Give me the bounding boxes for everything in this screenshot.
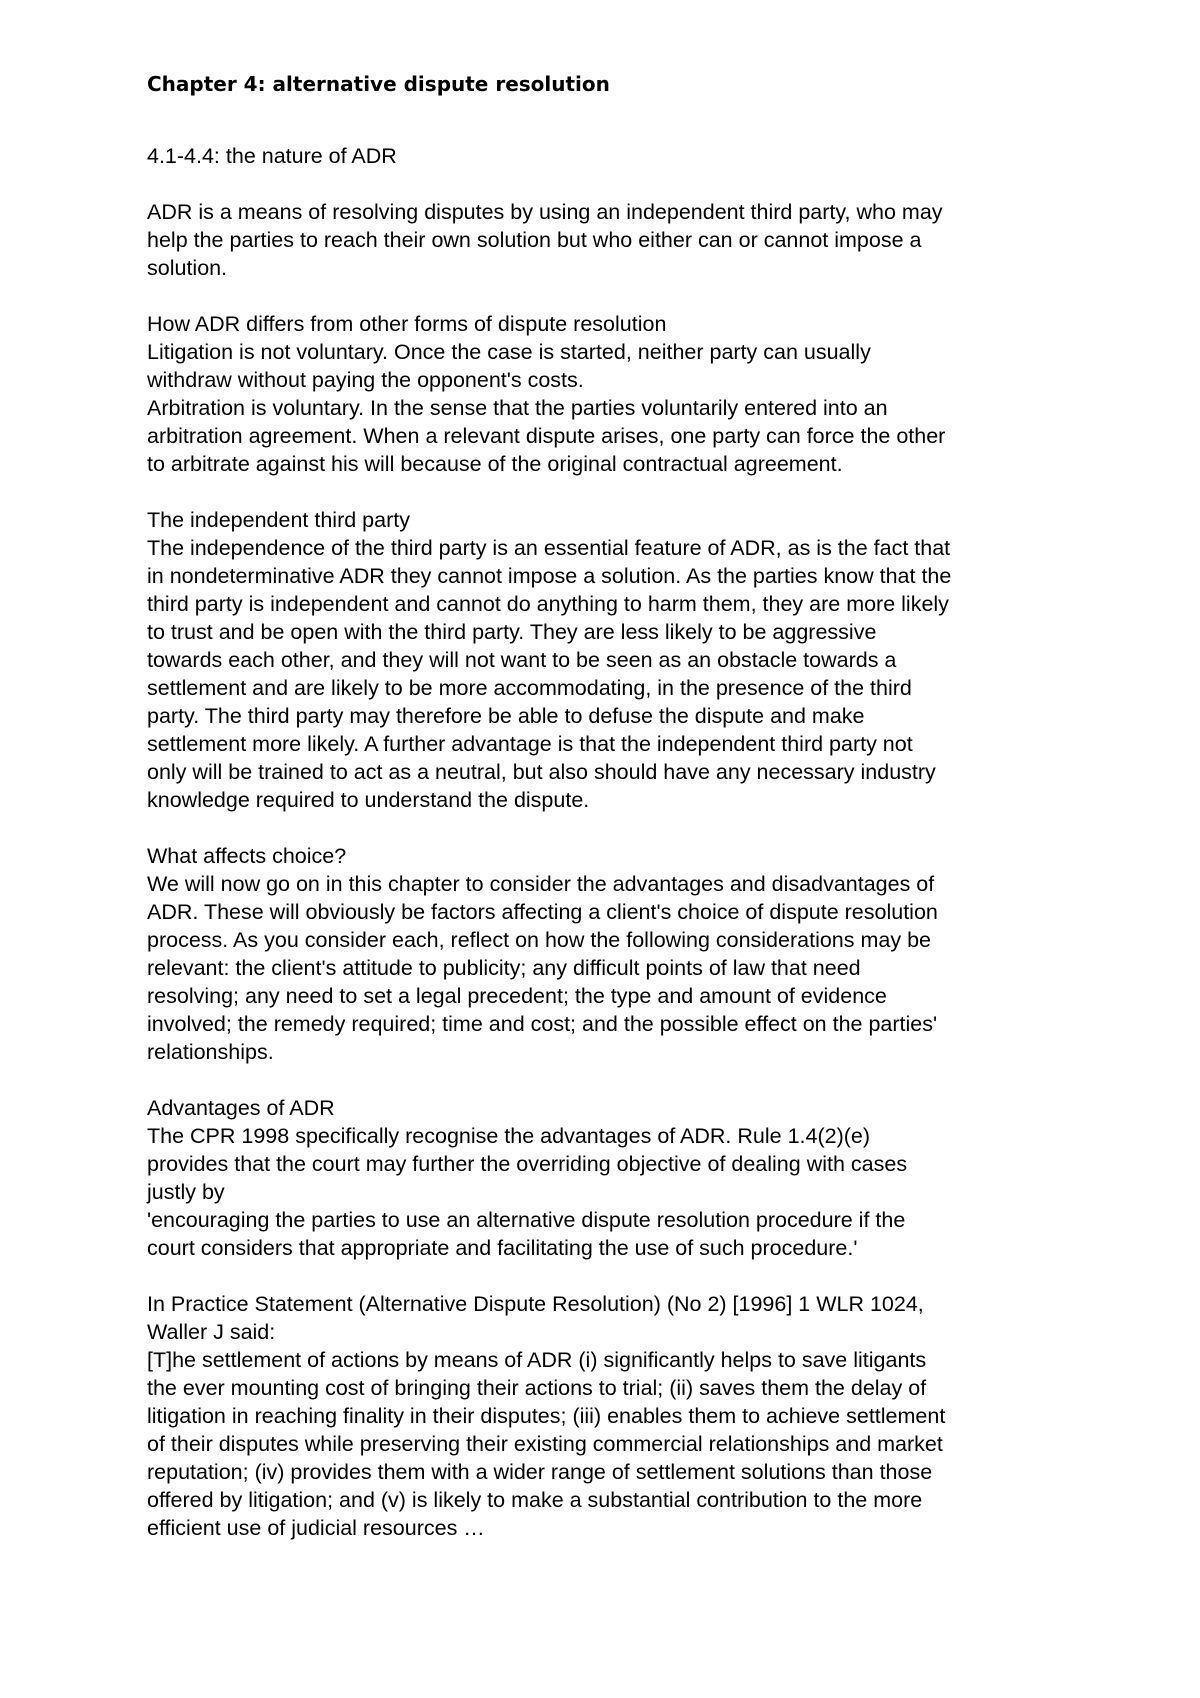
text-line: The CPR 1998 specifically recognise the advantages of ADR. Rule 1.4(2)(e) (147, 1124, 871, 1148)
text-line: arbitration agreement. When a relevant dispute arises, one party can force the other (147, 424, 946, 448)
text-line: only will be trained to act as a neutral, but also should have any necessary industry (147, 760, 936, 784)
text-line: to trust and be open with the third party. They are less likely to be aggressive (147, 620, 877, 644)
text-line: We will now go on in this chapter to consider the advantages and disadvantages of (147, 872, 935, 896)
text-line: relationships. (147, 1040, 274, 1064)
text-line: settlement more likely. A further advantage is that the independent third party not (147, 732, 913, 756)
text-line: knowledge required to understand the dispute. (147, 788, 590, 812)
text-line: 4.1-4.4: the nature of ADR (147, 144, 397, 168)
text-line: Advantages of ADR (147, 1096, 335, 1120)
text-line: [T]he settlement of actions by means of ADR (i) significantly helps to save litigants (147, 1348, 927, 1372)
paragraph-block (147, 310, 1077, 478)
paragraph-block (147, 142, 1077, 170)
text-line: solution. (147, 256, 228, 280)
chapter-title: Chapter 4: alternative dispute resolution (147, 72, 610, 96)
paragraph-block (147, 1094, 1077, 1262)
text-line: the ever mounting cost of bringing their actions to trial; (ii) saves them the delay of (147, 1376, 927, 1400)
text-line: process. As you consider each, reflect on how the following considerations may be (147, 928, 931, 952)
paragraph-block (147, 1290, 1077, 1542)
text-line: court considers that appropriate and facilitating the use of such procedure.' (147, 1236, 858, 1260)
text-line: help the parties to reach their own solution but who either can or cannot impose a (147, 228, 922, 252)
text-line: in nondeterminative ADR they cannot impose a solution. As the parties know that the (147, 564, 952, 588)
text-line: Litigation is not voluntary. Once the case is started, neither party can usually (147, 340, 871, 364)
text-line: involved; the remedy required; time and cost; and the possible effect on the parties' (147, 1012, 938, 1036)
text-line: efficient use of judicial resources … (147, 1516, 485, 1540)
text-line: The independent third party (147, 508, 410, 532)
text-line: to arbitrate against his will because of the original contractual agreement. (147, 452, 843, 476)
text-line: reputation; (iv) provides them with a wider range of settlement solutions than those (147, 1460, 933, 1484)
text-line: Waller J said: (147, 1320, 276, 1344)
paragraph-block (147, 842, 1077, 1066)
text-line: The independence of the third party is an essential feature of ADR, as is the fact that (147, 536, 951, 560)
text-line: resolving; any need to set a legal precedent; the type and amount of evidence (147, 984, 887, 1008)
document-page (147, 70, 1077, 1570)
text-line: of their disputes while preserving their existing commercial relationships and market (147, 1432, 943, 1456)
text-line: offered by litigation; and (v) is likely to make a substantial contribution to the more (147, 1488, 923, 1512)
text-line: ADR is a means of resolving disputes by using an independent third party, who may (147, 200, 943, 224)
paragraph-block (147, 198, 1077, 282)
paragraph-block (147, 506, 1077, 814)
text-line: third party is independent and cannot do anything to harm them, they are more likely (147, 592, 949, 616)
text-line: relevant: the client's attitude to publicity; any difficult points of law that need (147, 956, 861, 980)
text-line: ADR. These will obviously be factors affecting a client's choice of dispute resolution (147, 900, 938, 924)
text-line: withdraw without paying the opponent's costs. (147, 368, 584, 392)
text-line: settlement and are likely to be more accommodating, in the presence of the third (147, 676, 912, 700)
document-body (147, 142, 1077, 1542)
text-line: justly by (147, 1180, 225, 1204)
text-line: How ADR differs from other forms of dispute resolution (147, 312, 667, 336)
text-line: towards each other, and they will not want to be seen as an obstacle towards a (147, 648, 897, 672)
text-line: party. The third party may therefore be able to defuse the dispute and make (147, 704, 865, 728)
text-line: Arbitration is voluntary. In the sense that the parties voluntarily entered into an (147, 396, 888, 420)
text-line: In Practice Statement (Alternative Dispute Resolution) (No 2) [1996] 1 WLR 1024, (147, 1292, 924, 1316)
text-line: provides that the court may further the overriding objective of dealing with cases (147, 1152, 908, 1176)
text-line: What affects choice? (147, 844, 347, 868)
text-line: litigation in reaching finality in their disputes; (iii) enables them to achieve settlement (147, 1404, 946, 1428)
text-line: 'encouraging the parties to use an alternative dispute resolution procedure if the (147, 1208, 906, 1232)
